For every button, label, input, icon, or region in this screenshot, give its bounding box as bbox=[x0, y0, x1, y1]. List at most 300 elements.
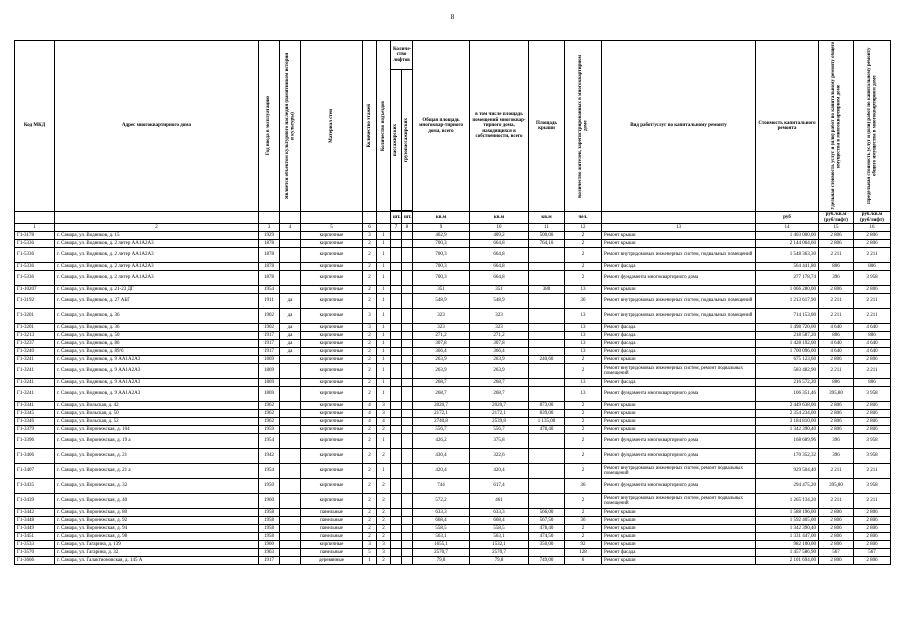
row-heritage bbox=[280, 418, 301, 426]
row-code: Г1-3533 bbox=[15, 541, 55, 549]
row-cost: 218 587,20 bbox=[756, 332, 819, 340]
row-material: кирпичные bbox=[301, 418, 363, 426]
row-roof-area: 1 135,00 bbox=[529, 418, 565, 426]
row-roof-area: 380 bbox=[529, 286, 565, 294]
row-lifts-passenger bbox=[391, 509, 402, 517]
row-roof-area: 474,50 bbox=[529, 533, 565, 541]
row-max-cost: 2 806 bbox=[854, 232, 891, 240]
row-area-total: 268,7 bbox=[413, 387, 470, 402]
row-lifts-passenger bbox=[391, 286, 402, 294]
row-year: 1917 bbox=[259, 348, 280, 356]
row-lifts-cargo bbox=[402, 232, 413, 240]
unit-max-cost: руб./кв.м (руб/лифт) bbox=[854, 212, 891, 224]
row-residents: 92 bbox=[565, 541, 602, 549]
row-area-owned: 2020,7 bbox=[470, 402, 529, 410]
row-floors: 2 bbox=[363, 263, 377, 271]
row-work-type: Ремонт крыши bbox=[602, 410, 756, 418]
row-unit-cost: 2 211 bbox=[819, 294, 854, 309]
row-unit-cost: 2 211 bbox=[819, 248, 854, 263]
row-roof-area bbox=[529, 464, 565, 479]
row-residents: 36 bbox=[565, 517, 602, 525]
row-address: г. Самара, ул. Водников, д. 9 АА1А2А3 bbox=[55, 356, 259, 364]
row-lifts-passenger bbox=[391, 479, 402, 494]
row-year: 1958 bbox=[259, 525, 280, 533]
row-cost: 1 428 192,00 bbox=[756, 340, 819, 348]
row-lifts-passenger bbox=[391, 434, 402, 449]
row-cost: 1 457 586,90 bbox=[756, 549, 819, 557]
row-heritage bbox=[280, 387, 301, 402]
row-lifts-cargo bbox=[402, 557, 413, 565]
row-year: 1917 bbox=[259, 332, 280, 340]
row-material: панельные bbox=[301, 517, 363, 525]
row-lifts-passenger bbox=[391, 525, 402, 533]
row-max-cost: 2 806 bbox=[854, 557, 891, 565]
row-heritage bbox=[280, 410, 301, 418]
row-heritage bbox=[280, 402, 301, 410]
row-residents: 13 bbox=[565, 379, 602, 387]
row-year: 1878 bbox=[259, 263, 280, 271]
row-address: г. Самара, ул. Воронежская, д. 80 bbox=[55, 509, 259, 517]
row-material: кирпичные bbox=[301, 271, 363, 286]
row-work-type: Ремонт крыши bbox=[602, 525, 756, 533]
row-lifts-passenger bbox=[391, 517, 402, 525]
row-material: кирпичные bbox=[301, 434, 363, 449]
row-lifts-passenger bbox=[391, 232, 402, 240]
row-entrances: 1 bbox=[377, 464, 391, 479]
col-number: 12 bbox=[565, 224, 602, 232]
table-row bbox=[15, 332, 891, 340]
row-cost: 1 213 617,90 bbox=[756, 294, 819, 309]
col-number: 6 bbox=[363, 224, 377, 232]
row-cost: 564 441,80 bbox=[756, 263, 819, 271]
row-heritage: да bbox=[280, 348, 301, 356]
row-code: Г1-3396 bbox=[15, 434, 55, 449]
row-area-total: 1655,1 bbox=[413, 541, 470, 549]
header-area-owned: в том числе площадь помещений многоквар-тирного дома, находящихся в собственности, всего bbox=[470, 41, 529, 212]
row-floors: 2 bbox=[363, 271, 377, 286]
row-max-cost: 3 958 bbox=[854, 387, 891, 402]
row-cost: 2 449 638,00 bbox=[756, 402, 819, 410]
row-area-owned: 420,4 bbox=[470, 464, 529, 479]
row-area-owned: 307,8 bbox=[470, 340, 529, 348]
row-unit-cost: 396 bbox=[819, 271, 854, 286]
row-work-type: Ремонт крыши bbox=[602, 509, 756, 517]
row-code: Г1-3201 bbox=[15, 324, 55, 332]
row-unit-cost: 2 211 bbox=[819, 364, 854, 379]
row-area-total: 430,4 bbox=[413, 449, 470, 464]
row-floors: 3 bbox=[363, 232, 377, 240]
row-unit-cost: 2 806 bbox=[819, 240, 854, 248]
row-heritage bbox=[280, 379, 301, 387]
row-code: Г1-3241 bbox=[15, 364, 55, 379]
row-code: Г1-3341 bbox=[15, 402, 55, 410]
row-cost: 1 265 134,20 bbox=[756, 494, 819, 509]
row-heritage: да bbox=[280, 309, 301, 324]
row-floors: 3 bbox=[363, 309, 377, 324]
row-lifts-passenger bbox=[391, 309, 402, 324]
header-residents: Количество жителей, зарегистрированных в многоквартирном доме bbox=[577, 54, 588, 198]
row-work-type: Ремонт крыши bbox=[602, 541, 756, 549]
header-roof-area: Площадь крыши bbox=[529, 41, 565, 212]
row-work-type: Ремонт крыши bbox=[602, 286, 756, 294]
row-material: кирпичные bbox=[301, 332, 363, 340]
row-roof-area bbox=[529, 340, 565, 348]
row-area-owned: 664,8 bbox=[470, 248, 529, 263]
row-roof-area: 478,40 bbox=[529, 426, 565, 434]
row-entrances: 2 bbox=[377, 479, 391, 494]
table-row bbox=[15, 410, 891, 418]
row-roof-area bbox=[529, 379, 565, 387]
row-area-owned: 664,8 bbox=[470, 271, 529, 286]
row-heritage bbox=[280, 449, 301, 464]
row-lifts-cargo bbox=[402, 340, 413, 348]
row-unit-cost: 2 806 bbox=[819, 541, 854, 549]
row-cost: 3 184 810,00 bbox=[756, 418, 819, 426]
row-material: кирпичные bbox=[301, 387, 363, 402]
row-heritage bbox=[280, 549, 301, 557]
row-entrances: 2 bbox=[377, 509, 391, 517]
row-lifts-cargo bbox=[402, 549, 413, 557]
row-year: 1958 bbox=[259, 517, 280, 525]
row-entrances: 2 bbox=[377, 533, 391, 541]
row-lifts-cargo bbox=[402, 479, 413, 494]
row-material: панельные bbox=[301, 509, 363, 517]
row-roof-area bbox=[529, 434, 565, 449]
row-address: г. Самара, ул. Водников, д. 9 АА1А2А3 bbox=[55, 364, 259, 379]
row-residents: 2 bbox=[565, 426, 602, 434]
row-max-cost: 2 806 bbox=[854, 426, 891, 434]
table-row bbox=[15, 248, 891, 263]
row-work-type: Ремонт крыши bbox=[602, 356, 756, 364]
row-material: панельные bbox=[301, 533, 363, 541]
row-lifts-passenger bbox=[391, 418, 402, 426]
row-residents: 2 bbox=[565, 356, 602, 364]
row-cost: 168 689,96 bbox=[756, 434, 819, 449]
row-floors: 2 bbox=[363, 426, 377, 434]
row-max-cost: 2 806 bbox=[854, 509, 891, 517]
row-area-total: 556,7 bbox=[413, 426, 470, 434]
row-entrances: 1 bbox=[377, 286, 391, 294]
row-material: кирпичные bbox=[301, 248, 363, 263]
row-address: г. Самара, ул. Водников, д. 89/6 bbox=[55, 348, 259, 356]
row-lifts-cargo bbox=[402, 348, 413, 356]
row-area-owned: 633,3 bbox=[470, 509, 529, 517]
row-cost: 1 342 390,40 bbox=[756, 525, 819, 533]
row-floors: 2 bbox=[363, 340, 377, 348]
row-material: кирпичные bbox=[301, 541, 363, 549]
row-material: кирпичные bbox=[301, 479, 363, 494]
row-code: Г1-3570 bbox=[15, 549, 55, 557]
row-unit-cost: 395,80 bbox=[819, 387, 854, 402]
row-lifts-passenger bbox=[391, 364, 402, 379]
row-unit-cost: 4 640 bbox=[819, 348, 854, 356]
row-code: Г1-3449 bbox=[15, 525, 55, 533]
row-year: 1917 bbox=[259, 557, 280, 565]
row-heritage bbox=[280, 356, 301, 364]
row-cost: 1 548 363,30 bbox=[756, 248, 819, 263]
row-floors: 2 bbox=[363, 364, 377, 379]
unit-area-owned: кв.м bbox=[470, 212, 529, 224]
row-lifts-passenger bbox=[391, 541, 402, 549]
row-year: 1869 bbox=[259, 364, 280, 379]
row-heritage bbox=[280, 240, 301, 248]
row-roof-area bbox=[529, 324, 565, 332]
row-max-cost: 2 211 bbox=[854, 309, 891, 324]
row-address: г. Самара, ул. Водников, д. 2 литер АА1А2А3 bbox=[55, 263, 259, 271]
col-number: 16 bbox=[854, 224, 891, 232]
row-area-total: 700,3 bbox=[413, 248, 470, 263]
row-year: 1954 bbox=[259, 434, 280, 449]
row-floors: 2 bbox=[363, 348, 377, 356]
row-address: г. Самара, ул. Воронежская, д. 21 bbox=[55, 449, 259, 464]
row-cost: 583 482,90 bbox=[756, 364, 819, 379]
row-area-total: 426,2 bbox=[413, 434, 470, 449]
row-material: кирпичные bbox=[301, 294, 363, 309]
row-code: Г1-5336 bbox=[15, 263, 55, 271]
row-lifts-cargo bbox=[402, 418, 413, 426]
row-work-type: Ремонт крыши bbox=[602, 557, 756, 565]
table-row bbox=[15, 271, 891, 286]
row-max-cost: 806 bbox=[854, 379, 891, 387]
col-number: 8 bbox=[402, 224, 413, 232]
row-address: г. Самара, ул. Водников, д. 2 литер АА1А2А3 bbox=[55, 271, 259, 286]
row-material: кирпичные bbox=[301, 340, 363, 348]
row-unit-cost: 806 bbox=[819, 332, 854, 340]
row-max-cost: 4 640 bbox=[854, 340, 891, 348]
unit-roof-area: кв.м bbox=[529, 212, 565, 224]
row-cost: 106 351,46 bbox=[756, 387, 819, 402]
header-lifts-passenger: пассажирских bbox=[393, 123, 399, 156]
row-address: г. Самара, ул. Воронежская, д. 94 bbox=[55, 525, 259, 533]
row-material: кирпичные bbox=[301, 449, 363, 464]
row-material: деревянные bbox=[301, 557, 363, 565]
table-row bbox=[15, 294, 891, 309]
row-code: Г1-3442 bbox=[15, 509, 55, 517]
row-lifts-passenger bbox=[391, 464, 402, 479]
header-material: Материал стен bbox=[328, 109, 334, 143]
row-max-cost: 2 211 bbox=[854, 494, 891, 509]
row-year: 1929 bbox=[259, 232, 280, 240]
row-max-cost: 2 211 bbox=[854, 294, 891, 309]
row-area-total: 351 bbox=[413, 286, 470, 294]
row-year: 1958 bbox=[259, 509, 280, 517]
table-row bbox=[15, 240, 891, 248]
row-work-type: Ремонт внутридомовых инженерных систем, подвальных помещений bbox=[602, 248, 756, 263]
row-lifts-passenger bbox=[391, 332, 402, 340]
row-area-owned: 79,8 bbox=[470, 557, 529, 565]
row-heritage bbox=[280, 541, 301, 549]
row-cost: 1 700 096,00 bbox=[756, 348, 819, 356]
row-material: кирпичные bbox=[301, 356, 363, 364]
row-area-total: 420,4 bbox=[413, 464, 470, 479]
row-address: г. Самара, ул. Водников, д. 50 bbox=[55, 332, 259, 340]
row-unit-cost: 2 806 bbox=[819, 286, 854, 294]
row-code: Г1-3379 bbox=[15, 426, 55, 434]
table-row bbox=[15, 549, 891, 557]
row-year: 1959 bbox=[259, 426, 280, 434]
row-year: 1869 bbox=[259, 356, 280, 364]
row-area-owned: 556,7 bbox=[470, 426, 529, 434]
header-unit-cost: Удельная стоимость услуг и (или) работ по капитальному ремонту общего имущества в многоквартирном доме bbox=[830, 41, 841, 211]
row-lifts-passenger bbox=[391, 494, 402, 509]
row-floors: 1 bbox=[363, 557, 377, 565]
row-residents: 2 bbox=[565, 464, 602, 479]
row-lifts-passenger bbox=[391, 387, 402, 402]
row-area-owned: 323 bbox=[470, 324, 529, 332]
col-number: 1 bbox=[15, 224, 55, 232]
row-code: Г1-3346 bbox=[15, 418, 55, 426]
row-address: г. Самара, ул. Водников, д. 36 bbox=[55, 309, 259, 324]
row-roof-area: 566,00 bbox=[529, 509, 565, 517]
row-address: г. Самара, ул. Водников, д. 2 литер АА1А2А3 bbox=[55, 248, 259, 263]
row-entrances: 1 bbox=[377, 356, 391, 364]
unit-lift-p: шт. bbox=[391, 212, 402, 224]
row-unit-cost: 2 806 bbox=[819, 533, 854, 541]
row-heritage bbox=[280, 364, 301, 379]
row-floors: 2 bbox=[363, 248, 377, 263]
row-area-total: 79,8 bbox=[413, 557, 470, 565]
row-floors: 3 bbox=[363, 324, 377, 332]
row-lifts-cargo bbox=[402, 309, 413, 324]
row-area-total: 323 bbox=[413, 309, 470, 324]
row-unit-cost: 2 806 bbox=[819, 410, 854, 418]
row-max-cost: 2 806 bbox=[854, 517, 891, 525]
row-area-total: 668,4 bbox=[413, 517, 470, 525]
row-code: Г1-5336 bbox=[15, 271, 55, 286]
row-max-cost: 4 640 bbox=[854, 348, 891, 356]
header-entrances: Количество подъездов bbox=[380, 100, 386, 152]
row-max-cost: 806 bbox=[854, 263, 891, 271]
row-code: Г1-3406 bbox=[15, 449, 55, 464]
row-year: 1878 bbox=[259, 240, 280, 248]
row-area-total: 700,3 bbox=[413, 240, 470, 248]
row-code: Г1-3213 bbox=[15, 332, 55, 340]
row-heritage bbox=[280, 494, 301, 509]
row-residents: 2 bbox=[565, 418, 602, 426]
row-lifts-passenger bbox=[391, 324, 402, 332]
row-material: кирпичные bbox=[301, 464, 363, 479]
row-roof-area: 839,00 bbox=[529, 410, 565, 418]
row-cost: 216 572,20 bbox=[756, 379, 819, 387]
col-number: 4 bbox=[280, 224, 301, 232]
row-entrances: 2 bbox=[377, 517, 391, 525]
row-work-type: Ремонт крыши bbox=[602, 418, 756, 426]
row-lifts-cargo bbox=[402, 263, 413, 271]
row-residents: 13 bbox=[565, 387, 602, 402]
row-work-type: Ремонт крыши bbox=[602, 232, 756, 240]
row-material: кирпичные bbox=[301, 286, 363, 294]
row-roof-area bbox=[529, 348, 565, 356]
row-area-owned: 617,4 bbox=[470, 479, 529, 494]
row-address: г. Самара, ул. Воронежская, д. 40 bbox=[55, 494, 259, 509]
row-max-cost: 2 211 bbox=[854, 248, 891, 263]
row-code: Г1-3178 bbox=[15, 232, 55, 240]
row-work-type: Ремонт фасада bbox=[602, 340, 756, 348]
row-code: Г1-3451 bbox=[15, 533, 55, 541]
row-area-total: 633,3 bbox=[413, 509, 470, 517]
table-row bbox=[15, 509, 891, 517]
row-area-total: 307,8 bbox=[413, 340, 470, 348]
table-body bbox=[15, 232, 891, 565]
row-material: кирпичные bbox=[301, 309, 363, 324]
row-residents: 2 bbox=[565, 533, 602, 541]
row-address: г. Самара, ул. Воронежская, д. 19 а bbox=[55, 434, 259, 449]
table-row bbox=[15, 232, 891, 240]
row-cost: 2 354 234,00 bbox=[756, 410, 819, 418]
row-address: г. Самара, ул. Гагарина, д. 139 bbox=[55, 541, 259, 549]
row-area-total: 700,3 bbox=[413, 271, 470, 286]
row-address: г. Самара, ул. Вольская, д. 42 bbox=[55, 402, 259, 410]
row-roof-area: 764,10 bbox=[529, 240, 565, 248]
row-entrances: 1 bbox=[377, 332, 391, 340]
col-number: 10 bbox=[470, 224, 529, 232]
table-row bbox=[15, 557, 891, 565]
row-heritage bbox=[280, 464, 301, 479]
row-unit-cost: 395,80 bbox=[819, 479, 854, 494]
row-lifts-cargo bbox=[402, 449, 413, 464]
row-material: кирпичные bbox=[301, 426, 363, 434]
row-roof-area: 500,00 bbox=[529, 232, 565, 240]
row-floors: 2 bbox=[363, 449, 377, 464]
row-lifts-cargo bbox=[402, 379, 413, 387]
row-heritage: да bbox=[280, 332, 301, 340]
row-heritage bbox=[280, 525, 301, 533]
row-area-total: 548,9 bbox=[413, 294, 470, 309]
header-cost: Стоимость капитального ремонта bbox=[756, 41, 819, 212]
row-area-owned: 323 bbox=[470, 309, 529, 324]
row-area-owned: 668,4 bbox=[470, 517, 529, 525]
table-row bbox=[15, 348, 891, 356]
row-entrances: 1 bbox=[377, 387, 391, 402]
row-code: Г1-3407 bbox=[15, 464, 55, 479]
row-residents: 128 bbox=[565, 549, 602, 557]
row-lifts-cargo bbox=[402, 434, 413, 449]
row-entrances: 1 bbox=[377, 324, 391, 332]
row-lifts-passenger bbox=[391, 426, 402, 434]
row-max-cost: 4 640 bbox=[854, 324, 891, 332]
row-area-owned: 664,8 bbox=[470, 240, 529, 248]
row-work-type: Ремонт крыши bbox=[602, 402, 756, 410]
row-lifts-passenger bbox=[391, 549, 402, 557]
row-cost: 1 498 720,00 bbox=[756, 324, 819, 332]
table-row bbox=[15, 541, 891, 549]
row-lifts-cargo bbox=[402, 426, 413, 434]
row-unit-cost: 4 640 bbox=[819, 340, 854, 348]
row-unit-cost: 2 211 bbox=[819, 494, 854, 509]
row-area-total: 268,7 bbox=[413, 379, 470, 387]
row-year: 1960 bbox=[259, 541, 280, 549]
header-work-type: Вид работ/услуг по капитальному ремонту bbox=[602, 41, 756, 212]
row-year: 1954 bbox=[259, 464, 280, 479]
row-cost: 714 153,00 bbox=[756, 309, 819, 324]
row-area-total: 366,4 bbox=[413, 348, 470, 356]
row-floors: 2 bbox=[363, 434, 377, 449]
table-row bbox=[15, 449, 891, 464]
row-entrances: 1 bbox=[377, 309, 391, 324]
unit-lift-c: шт. bbox=[402, 212, 413, 224]
row-address: г. Самара, ул. Водников, д. 15 bbox=[55, 232, 259, 240]
row-unit-cost: 396 bbox=[819, 434, 854, 449]
row-roof-area bbox=[529, 263, 565, 271]
row-year: 1962 bbox=[259, 402, 280, 410]
row-lifts-cargo bbox=[402, 286, 413, 294]
row-code: Г1-3345 bbox=[15, 410, 55, 418]
row-work-type: Ремонт фасада bbox=[602, 379, 756, 387]
row-work-type: Ремонт внутридомовых инженерных систем, ремонт подвальных помещений bbox=[602, 464, 756, 479]
row-unit-cost: 396 bbox=[819, 449, 854, 464]
row-area-owned: 2539,8 bbox=[470, 418, 529, 426]
row-floors: 2 bbox=[363, 240, 377, 248]
